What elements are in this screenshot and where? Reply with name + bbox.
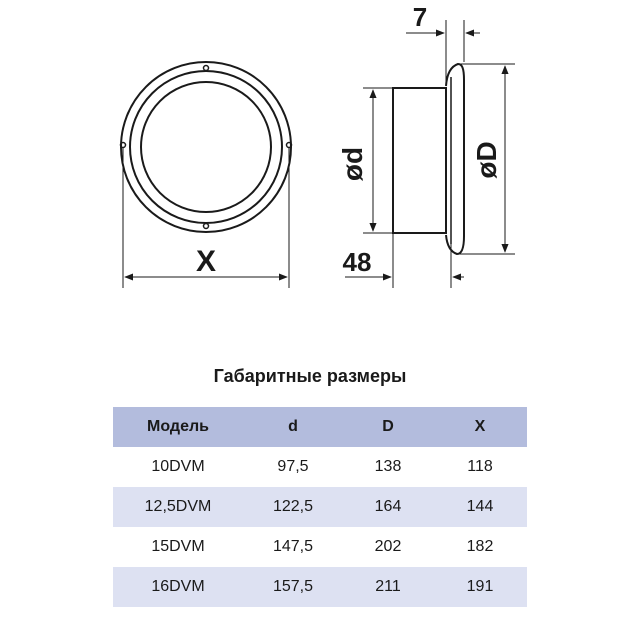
dim-large-diameter-label: øD [471,141,502,179]
technical-drawing [0,0,640,310]
cell-D: 202 [374,538,402,555]
side-view [393,64,464,254]
flange-profile [446,64,464,254]
dimensions-table [113,407,527,607]
cell-X: 118 [467,458,493,475]
table-header-row [113,407,527,447]
cell-d: 122,5 [272,498,314,515]
cell-X: 144 [466,498,494,515]
cell-d: 147,5 [272,538,314,555]
cell-D: 138 [374,458,402,475]
flange-inner-circle [130,71,282,223]
table-row [113,567,527,607]
cell-X: 191 [466,578,494,595]
flange-outer-circle [121,62,291,232]
header-model: Модель [147,418,209,435]
dim-small-diameter-label: ød [337,146,368,182]
mounting-hole [287,143,292,148]
cell-model: 10DVM [151,458,205,475]
opening-circle [141,82,271,212]
mounting-hole [121,143,126,148]
cell-model: 15DVM [151,538,205,555]
header-D: D [382,418,394,435]
dim-length-label: 48 [342,247,372,277]
duct-sleeve [393,88,446,233]
cell-X: 182 [466,538,494,555]
table-title: Габаритные размеры [213,366,407,386]
front-view [121,62,292,232]
header-d: d [288,418,298,435]
cell-model: 12,5DVM [144,498,212,515]
dim-flange-label: 7 [412,2,428,32]
cell-d: 157,5 [272,578,314,595]
header-X: X [474,418,486,435]
mounting-hole [204,224,209,229]
cell-d: 97,5 [277,458,309,475]
mounting-hole [204,66,209,71]
dim-x-label: X [195,245,217,278]
cell-D: 211 [375,578,401,595]
table-row [113,447,527,487]
cell-D: 164 [374,498,402,515]
table-row [113,527,527,567]
cell-model: 16DVM [151,578,205,595]
table-row [113,487,527,527]
